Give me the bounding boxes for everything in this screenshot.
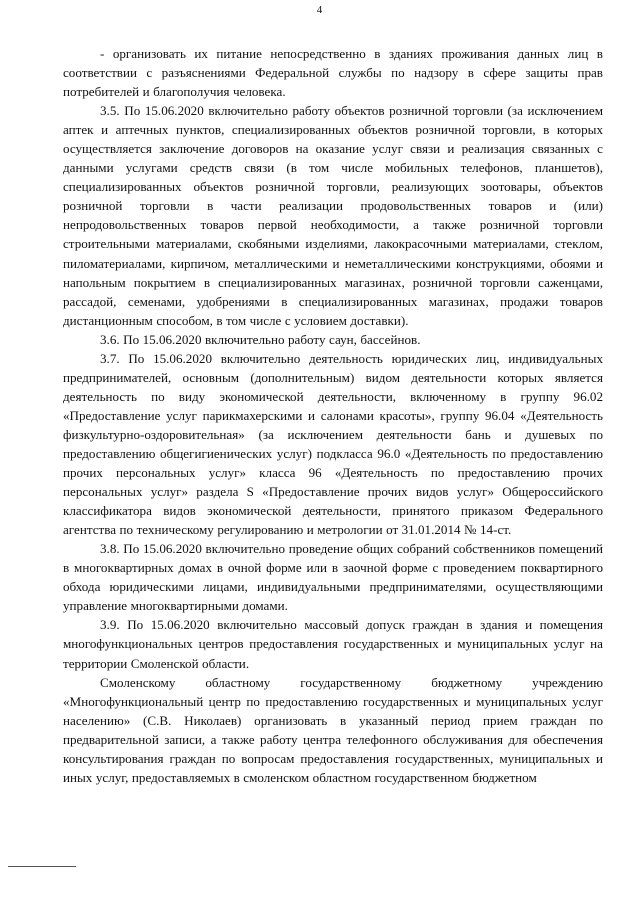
page-number: 4 [316, 4, 323, 16]
paragraph-3-5-retail: 3.5. По 15.06.2020 включительно работу объектов розничной торговли (за исключением аптек и аптечных пунктов, специализированных объектов розничной торговли, в которых осуществляется заключение договоров на оказание услуг связи и реализация связанных с данными услугами средств связи (в том числе мобильных телефонов, планшетов), специализированных объектов розничной торговли, реализующих зоотовары, объектов розничной торговли в части реализации продовольственных товаров и (или) непродовольственных товаров первой необходимости, а также розничной торговли строительными материалами, скобяными изделиями, лакокрасочными материалами, стеклом, пиломатериалами, кирпичом, металлическими и неметаллическими конструкциями, обоями и напольным покрытием в специализированных магазинах, розничной торговли саженцами, рассадой, семенами, удобрениями в специализированных магазинах, продажи товаров дистанционным способом, в том числе с условием доставки). [63, 103, 603, 328]
paragraph-food-organization: - организовать их питание непосредственно в зданиях проживания данных лиц в соответствии с разъяснениями Федеральной службы по надзору в сфере защиты прав потребителей и благополучия человека. [63, 46, 603, 100]
paragraph-3-9-mfc: 3.9. По 15.06.2020 включительно массовый допуск граждан в здания и помещения многофункциональных центров предоставления государственных и муниципальных услуг на территории Смоленской области. [63, 617, 603, 671]
paragraph-3-6-saunas: 3.6. По 15.06.2020 включительно работу саун, бассейнов. [100, 331, 421, 347]
paragraph-mfc-instructions: Смоленскому областному государственному бюджетному учреждению «Многофункциональный центр по предоставлению государственных и муниципальных услуг населению» (С.В. Николаев) организовать в указанный период прием граждан по предварительной записи, а также работу центра телефонного обслуживания для обеспечения консультирования граждан по вопросам предоставления государственных, муниципальных и иных услуг, предоставляемых в смоленском областном государственном бюджетном [63, 674, 603, 785]
document-body [63, 44, 603, 787]
paragraph-3-8-meetings: 3.8. По 15.06.2020 включительно проведение общих собраний собственников помещений в многоквартирных домах в очной форме или в заочной форме с проведением поквартирного обхода юридическими лицами, индивидуальными предпринимателями, осуществляющими управление многоквартирными домами. [63, 541, 603, 614]
footer-rule [8, 866, 76, 867]
paragraph-3-7-services: 3.7. По 15.06.2020 включительно деятельность юридических лиц, индивидуальных предпринимателей, основным (дополнительным) видом деятельности которых является деятельность по виду экономической деятельности, включенному в группу 96.02 «Предоставление услуг парикмахерскими и салонами красоты», группу 96.04 «Деятельность физкультурно-оздоровительная» (за исключением деятельности бань и душевых по предоставлению общегигиенических услуг) подкласса 96.0 «Деятельность по предоставлению прочих персональных услуг» класса 96 «Деятельность по предоставлению прочих персональных услуг» раздела S «Предоставление прочих видов услуг» Общероссийского классификатора видов экономической деятельности, принятого приказом Федерального агентства по техническому регулированию и метрологии от 31.01.2014 № 14-ст. [63, 350, 603, 538]
